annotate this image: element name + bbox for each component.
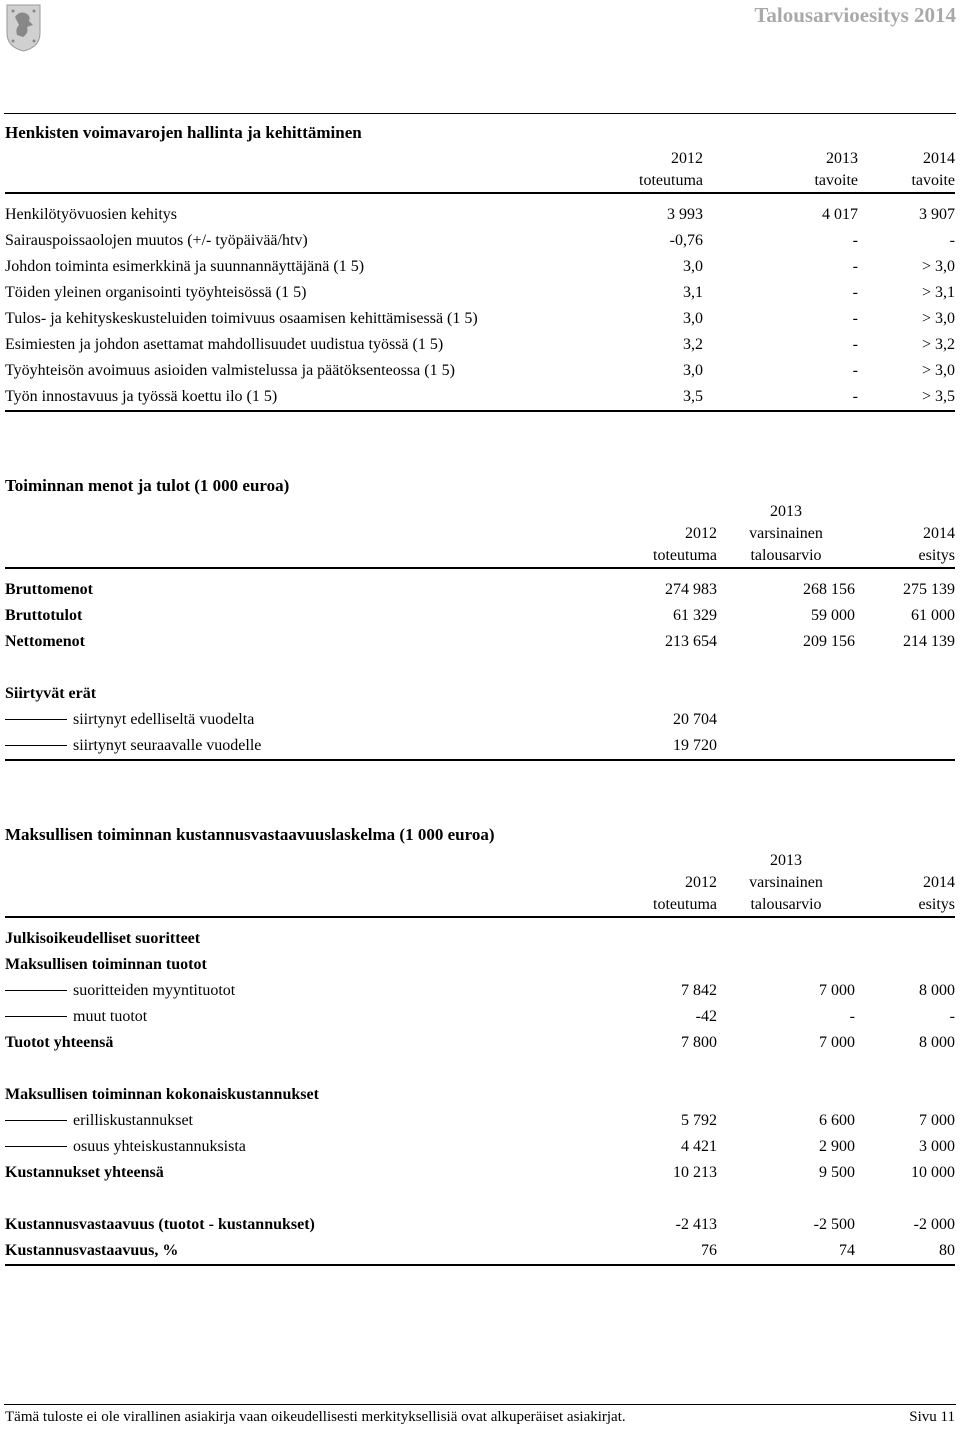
col-2014-year: 2014 [923,150,955,167]
row-label: muut tuotot [5,1004,546,1030]
col-2014-label: esitys [855,545,955,568]
row-label: Kustannukset yhteensä [5,1164,164,1181]
header-row [5,850,955,872]
row-label: Kustannusvastaavuus (tuotot - kustannukset) [5,1216,315,1233]
value-2013: - [849,1008,855,1025]
revenue-title: Maksullisen toiminnan tuotot [5,956,207,973]
value-2014: 275 139 [903,581,955,598]
subheading-row [5,1082,955,1108]
col-2014-label: tavoite [858,170,955,193]
value-2013: 268 156 [803,581,855,598]
value-2014: > 3,0 [921,310,955,327]
row-label: Esimiesten ja johdon asettamat mahdollisuudet uudistua työssä (1 5) [5,336,444,353]
value-2014: 61 000 [911,607,955,624]
row-label: erilliskustannukset [5,1108,546,1134]
table-row [5,358,955,384]
value-2013: 2 900 [819,1138,855,1155]
table-row [5,254,955,280]
value-2014: -2 000 [913,1216,955,1233]
value-2014: 8 000 [919,982,955,999]
value-2014: 8 000 [919,1034,955,1051]
col-2013-label: talousarvio [717,894,855,917]
row-label: Tulos- ja kehityskeskusteluiden toimivuus osaamisen kehittämisessä (1 5) [5,310,478,327]
value-2013: - [852,362,858,379]
row-label: suoritteiden myyntituotot [5,978,546,1004]
subheading-row [5,952,955,978]
value-2014: > 3,0 [921,362,955,379]
total-row [5,1160,955,1186]
value-2012: 3 993 [667,206,703,223]
row-label: Työyhteisön avoimuus asioiden valmistelussa ja päätöksenteossa (1 5) [5,362,455,379]
value-2013: - [852,284,858,301]
header-row [5,148,955,170]
value-2012: 20 704 [673,711,717,728]
value-2013: -2 500 [813,1216,855,1233]
value-2012: 3,5 [546,384,703,411]
personnel-table [5,148,955,412]
value-2014: > 3,1 [921,284,955,301]
table-row [5,332,955,358]
col-2013-label: tavoite [703,170,858,193]
footer-divider [4,1404,956,1405]
value-2013: - [852,310,858,327]
value-2013: 59 000 [811,607,855,624]
value-2013 [717,707,855,733]
table-row [5,577,955,603]
col-2013-label: talousarvio [717,545,855,568]
col-2012-label: toteutuma [546,894,717,917]
value-2014: 3 907 [919,206,955,223]
header-divider [4,113,956,114]
value-2013: 6 600 [819,1112,855,1129]
row-label: Töiden yleinen organisointi työyhteisössä (1 5) [5,284,307,301]
cost-recovery-table [5,850,955,1266]
value-2012: 3,0 [683,310,703,327]
total-row [5,1030,955,1056]
value-2012: 213 654 [665,633,717,650]
row-label: siirtynyt edelliseltä vuodelta [5,707,546,733]
value-2014: > 3,5 [858,384,955,411]
row-label: osuus yhteiskustannuksista [5,1134,546,1160]
document-title: Talousarvioesitys 2014 [754,3,956,27]
row-label: Työn innostavuus ja työssä koettu ilo (1 5) [5,384,546,411]
row-label: Bruttomenot [5,581,93,598]
col-2012-label: toteutuma [546,545,717,568]
value-2012: -2 413 [675,1216,717,1233]
value-2012: 5 792 [681,1112,717,1129]
value-2012: 19 720 [546,733,717,760]
col-2013-type: varsinainen [749,525,823,542]
value-2014: 3 000 [919,1138,955,1155]
row-label: siirtynyt seuraavalle vuodelle [5,733,546,760]
col-2014-year: 2014 [923,874,955,891]
value-2014: 10 000 [911,1164,955,1181]
value-2014: 7 000 [919,1112,955,1129]
value-2014 [855,707,955,733]
row-label: Nettomenot [5,633,85,650]
value-2014: - [949,232,955,249]
value-2013: - [852,232,858,249]
value-2013: 7 000 [819,982,855,999]
col-2014-label: esitys [855,894,955,917]
col-2012-year: 2012 [671,150,703,167]
value-2012: -42 [695,1008,717,1025]
value-2012: 274 983 [665,581,717,598]
header-row [5,894,955,917]
row-label: Bruttotulot [5,607,83,624]
table-row [5,707,955,733]
value-2012: 61 329 [673,607,717,624]
col-2013-year: 2013 [770,503,802,520]
value-2014: > 3,2 [921,336,955,353]
table-row [5,1134,955,1160]
section-expenses-revenues [5,475,955,761]
value-2014: - [949,1008,955,1025]
table-row [5,202,955,228]
header-row [5,872,955,894]
value-2012: 10 213 [673,1164,717,1181]
col-2013-year: 2013 [770,852,802,869]
footer-note: Tämä tuloste ei ole virallinen asiakirja vaan oikeudellisesti merkityksellisiä ovat alkuperäiset asiakirjat. [5,1409,626,1425]
col-2012-year: 2012 [685,525,717,542]
table-row [5,629,955,655]
value-2013: - [852,258,858,275]
value-2012: -0,76 [669,232,703,249]
value-2013: - [703,384,858,411]
col-2013-type: varsinainen [749,874,823,891]
subtitle-public-services: Julkisoikeudelliset suoritteet [5,930,201,947]
value-2012: 3,2 [683,336,703,353]
col-2012-year: 2012 [685,874,717,891]
row-label: Henkilötyövuosien kehitys [5,206,177,223]
table-row [5,228,955,254]
section-title: Henkisten voimavarojen hallinta ja kehittäminen [5,123,362,142]
value-2013: 209 156 [803,633,855,650]
section-personnel [5,122,955,412]
row-label: Sairauspoissaolojen muutos (+/- työpäivää/htv) [5,232,308,249]
value-2014: 214 139 [903,633,955,650]
row-label: Tuotot yhteensä [5,1034,114,1051]
table-row [5,280,955,306]
subheading-row [5,681,955,707]
value-2012: 7 800 [681,1034,717,1051]
col-2012-label: toteutuma [546,170,703,193]
cost-title: Maksullisen toiminnan kokonaiskustannukset [5,1086,319,1103]
value-2014: > 3,0 [921,258,955,275]
header-row [5,523,955,545]
table-row [5,733,955,760]
header-row [5,170,955,193]
value-2013: 9 500 [819,1164,855,1181]
section-title: Toiminnan menot ja tulot (1 000 euroa) [5,476,290,495]
carry-title: Siirtyvät erät [5,685,97,702]
value-2013: 74 [717,1238,855,1265]
value-2013: - [852,336,858,353]
row-label: Johdon toiminta esimerkkinä ja suunnannäyttäjänä (1 5) [5,258,365,275]
table-row [5,306,955,332]
coat-of-arms-logo [5,3,42,53]
table-row [5,978,955,1004]
value-2014 [855,733,955,760]
table-row [5,603,955,629]
page-number: Sivu 11 [909,1409,955,1425]
table-row [5,1004,955,1030]
table-row [5,384,955,411]
section-cost-recovery [5,824,955,1266]
value-2012: 3,0 [683,258,703,275]
expenses-table [5,501,955,761]
value-2013: 7 000 [819,1034,855,1051]
value-2012: 4 421 [681,1138,717,1155]
balance-pct-row [5,1238,955,1265]
section-title: Maksullisen toiminnan kustannusvastaavuuslaskelma (1 000 euroa) [5,825,495,844]
header-row [5,501,955,523]
col-2013-year: 2013 [826,150,858,167]
value-2012: 3,0 [683,362,703,379]
value-2012: 7 842 [681,982,717,999]
header-row [5,545,955,568]
col-2014-year: 2014 [923,525,955,542]
balance-row [5,1212,955,1238]
row-label: Kustannusvastaavuus, % [5,1238,546,1265]
value-2014: 80 [855,1238,955,1265]
subheading-row [5,926,955,952]
value-2012: 3,1 [683,284,703,301]
value-2013: 4 017 [822,206,858,223]
table-row [5,1108,955,1134]
value-2012: 76 [546,1238,717,1265]
value-2013 [717,733,855,760]
